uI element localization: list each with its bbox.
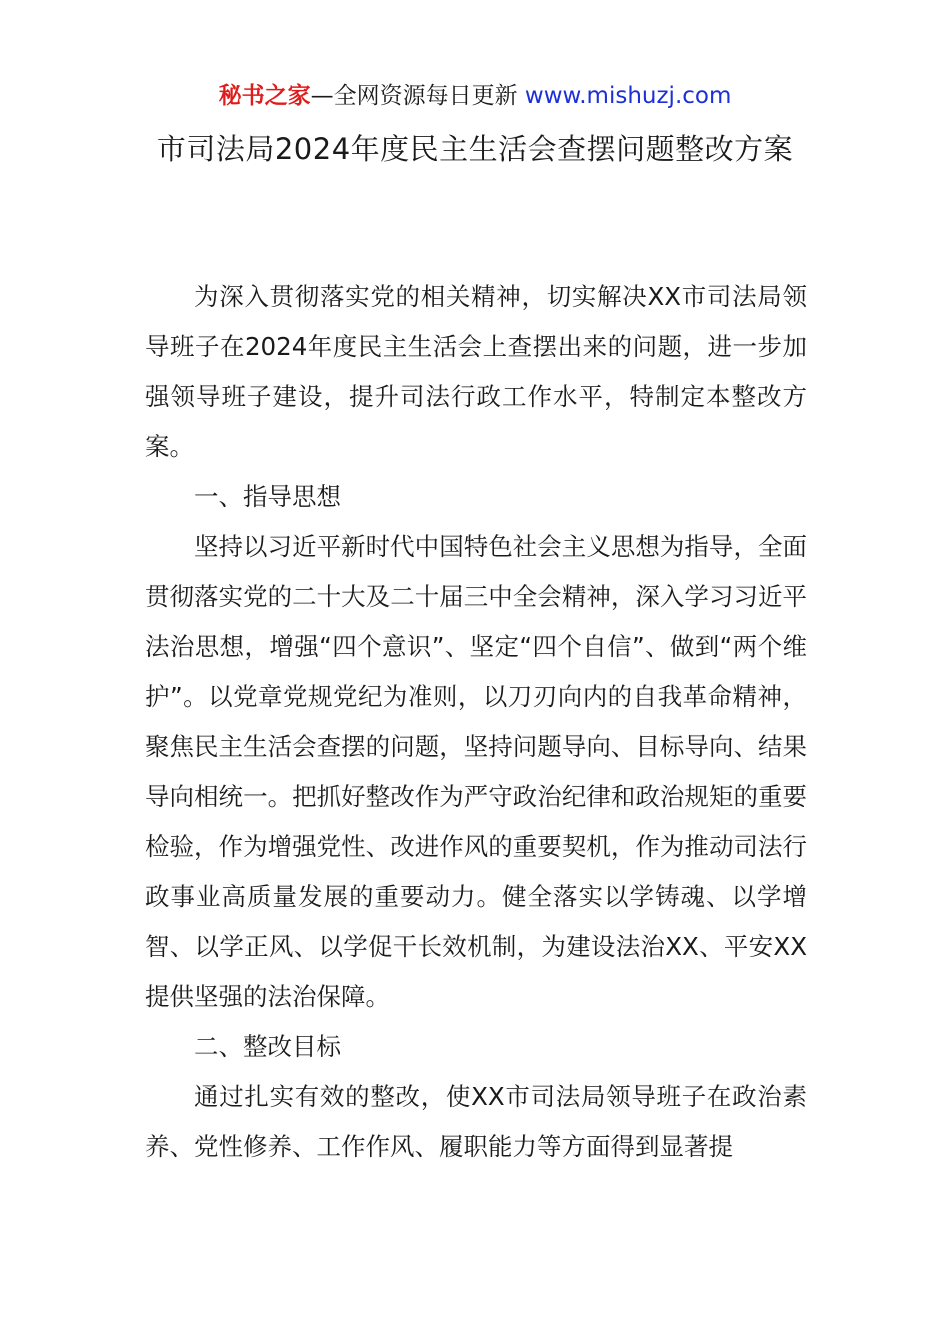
document-body [145, 272, 807, 1172]
intro-paragraph: 为深入贯彻落实党的相关精神，切实解决XX市司法局领导班子在2024年度民主生活会上查摆出来的问题，进一步加强领导班子建设，提升司法行政工作水平，特制定本整改方案。 [145, 282, 807, 461]
site-url-link[interactable]: www.mishuzj.com [524, 83, 732, 109]
section-heading-rectification-goals: 二、整改目标 [194, 1032, 341, 1061]
section-paragraph-guiding-ideology: 坚持以习近平新时代中国特色社会主义思想为指导，全面贯彻落实党的二十大及二十届三中全会精神，深入学习习近平法治思想，增强“四个意识”、坚定“四个自信”、做到“两个维护”。以党章党规党纪为准则，以刀刃向内的自我革命精神，聚焦民主生活会查摆的问题，坚持问题导向、目标导向、结果导向相统一。把抓好整改作为严守政治纪律和政治规矩的重要检验，作为增强党性、改进作风的重要契机，作为推动司法行政事业高质量发展的重要动力。健全落实以学铸魂、以学增智、以学正风、以学促干长效机制，为建设法治XX、平安XX提供坚强的法治保障。 [145, 532, 807, 1011]
site-tagline: —全网资源每日更新 [310, 83, 525, 109]
section-paragraph-rectification-goals: 通过扎实有效的整改，使XX市司法局领导班子在政治素养、党性修养、工作作风、履职能力等方面得到显著提 [145, 1082, 807, 1161]
document-title: 市司法局2024年度民主生活会查摆问题整改方案 [156, 132, 794, 166]
section-heading-guiding-ideology: 一、指导思想 [194, 482, 341, 511]
site-header [0, 80, 950, 112]
site-brand[interactable]: 秘书之家 [218, 83, 311, 109]
